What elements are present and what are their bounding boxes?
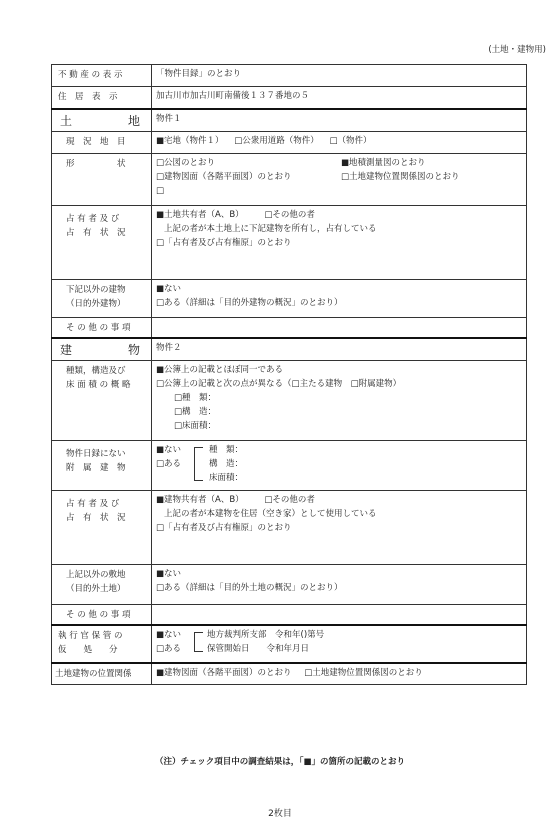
row-land-senyu bbox=[52, 205, 527, 279]
building-property-number: 物件２ bbox=[152, 338, 527, 361]
jukyo-value: 加古川市加古川町南備後１３７番地の５ bbox=[152, 87, 527, 109]
land-section-header: 土 地 bbox=[52, 109, 152, 132]
building-kind-label: 種類，構造及び 床 面 積 の 概 略 bbox=[52, 360, 152, 440]
row-building-senyu bbox=[52, 490, 527, 564]
row-building-other-land bbox=[52, 564, 527, 604]
custody-label: 執 行 官 保 管 の 仮 処 分 bbox=[52, 625, 152, 663]
position-value: ■建物図面（各階平面図）のとおり □土地建物位置関係図のとおり bbox=[152, 663, 527, 685]
fudosan-label: 不 動 産 の 表 示 bbox=[52, 65, 152, 87]
row-building-sonota bbox=[52, 604, 527, 625]
keijo-option: □土地建物位置関係図のとおり bbox=[341, 171, 460, 182]
row-fudosan bbox=[52, 65, 527, 87]
keijo-option: □建物図面（各階平面図）のとおり bbox=[156, 171, 292, 182]
genkyo-label: 現 況 地 目 bbox=[52, 131, 152, 153]
keijo-option: □公図のとおり bbox=[156, 157, 216, 168]
building-senyu-value: ■建物共有者（A、B） □その他の者 上記の者が本建物を住居（空き家）として使用している □「占有者及び占有権原」のとおり bbox=[152, 490, 527, 564]
other-bldg-value: ■ない □ある（詳細は「目的外建物の概況」のとおり） bbox=[152, 279, 527, 317]
genkyo-option: ■宅地（物件１） bbox=[156, 135, 224, 146]
page-number: 2枚目 bbox=[268, 809, 292, 819]
row-position bbox=[52, 663, 527, 685]
position-label: 土地建物の位置関係 bbox=[52, 663, 152, 685]
land-senyu-option: ■土地共有者（A、B） bbox=[156, 209, 244, 220]
row-custody bbox=[52, 625, 527, 663]
land-senyu-option: □「占有者及び占有権原」のとおり bbox=[156, 237, 292, 248]
row-land-header bbox=[52, 109, 527, 132]
custody-value: ■ない □ある 地方裁判所支部 令和年()第号 保管開始日 令和年月日 bbox=[152, 625, 527, 663]
keijo-option: ■地積測量図のとおり bbox=[341, 157, 426, 168]
annex-label: 物件日録にない 附 属 建 物 bbox=[52, 440, 152, 490]
row-building-annex bbox=[52, 440, 527, 490]
jukyo-label: 住 居 表 示 bbox=[52, 87, 152, 109]
land-senyu-text: 上記の者が本土地上に下記建物を所有し，占有している bbox=[164, 223, 377, 234]
keijo-value bbox=[152, 153, 527, 205]
bracket-line bbox=[194, 632, 203, 652]
footnote: （注）チェック項目中の調査結果は，「■」の箇所の記載のとおり bbox=[154, 757, 406, 767]
land-senyu-label: 占 有 者 及 び 占 有 状 況 bbox=[52, 205, 152, 279]
land-sonota-value bbox=[152, 317, 527, 338]
building-kind-value: ■公簿上の記載とほぼ同一である □公簿上の記載と次の点が異なる（□主たる建物 □附属建物） □種 類： □構 造： □床面積： bbox=[152, 360, 527, 440]
keijo-option: □ bbox=[156, 185, 165, 196]
building-senyu-label: 占 有 者 及 び 占 有 状 況 bbox=[52, 490, 152, 564]
other-land-value: ■ない □ある（詳細は「目的外土地の概況」のとおり） bbox=[152, 564, 527, 604]
genkyo-option: □（物件） bbox=[329, 135, 372, 146]
building-sonota-label: そ の 他 の 事 項 bbox=[52, 604, 152, 625]
land-senyu-value bbox=[152, 205, 527, 279]
land-sonota-label: そ の 他 の 事 項 bbox=[52, 317, 152, 338]
genkyo-option: □公衆用道路（物件） bbox=[234, 135, 319, 146]
form-type-label: (土地・建物用) bbox=[488, 45, 546, 55]
land-senyu-option: □その他の者 bbox=[264, 209, 315, 220]
other-bldg-label: 下記以外の建物 （日的外建物） bbox=[52, 279, 152, 317]
keijo-label: 形 状 bbox=[52, 153, 152, 205]
fudosan-value: 「物件目録」のとおり bbox=[152, 65, 527, 87]
row-jukyo bbox=[52, 87, 527, 109]
land-property-number: 物件１ bbox=[152, 109, 527, 132]
survey-form-table bbox=[51, 64, 527, 685]
row-building-kind bbox=[52, 360, 527, 440]
row-land-keijo bbox=[52, 153, 527, 205]
building-section-header: 建 物 bbox=[52, 338, 152, 361]
bracket-line bbox=[194, 447, 203, 481]
row-land-genkyo bbox=[52, 131, 527, 153]
building-sonota-value bbox=[152, 604, 527, 625]
row-building-header bbox=[52, 338, 527, 361]
genkyo-value bbox=[152, 131, 527, 153]
row-land-sonota bbox=[52, 317, 527, 338]
row-land-other-bldg bbox=[52, 279, 527, 317]
annex-value: ■ない □ある 種 類： 構 造： 床面積： bbox=[152, 440, 527, 490]
other-land-label: 上記以外の敷地 （目的外土地） bbox=[52, 564, 152, 604]
